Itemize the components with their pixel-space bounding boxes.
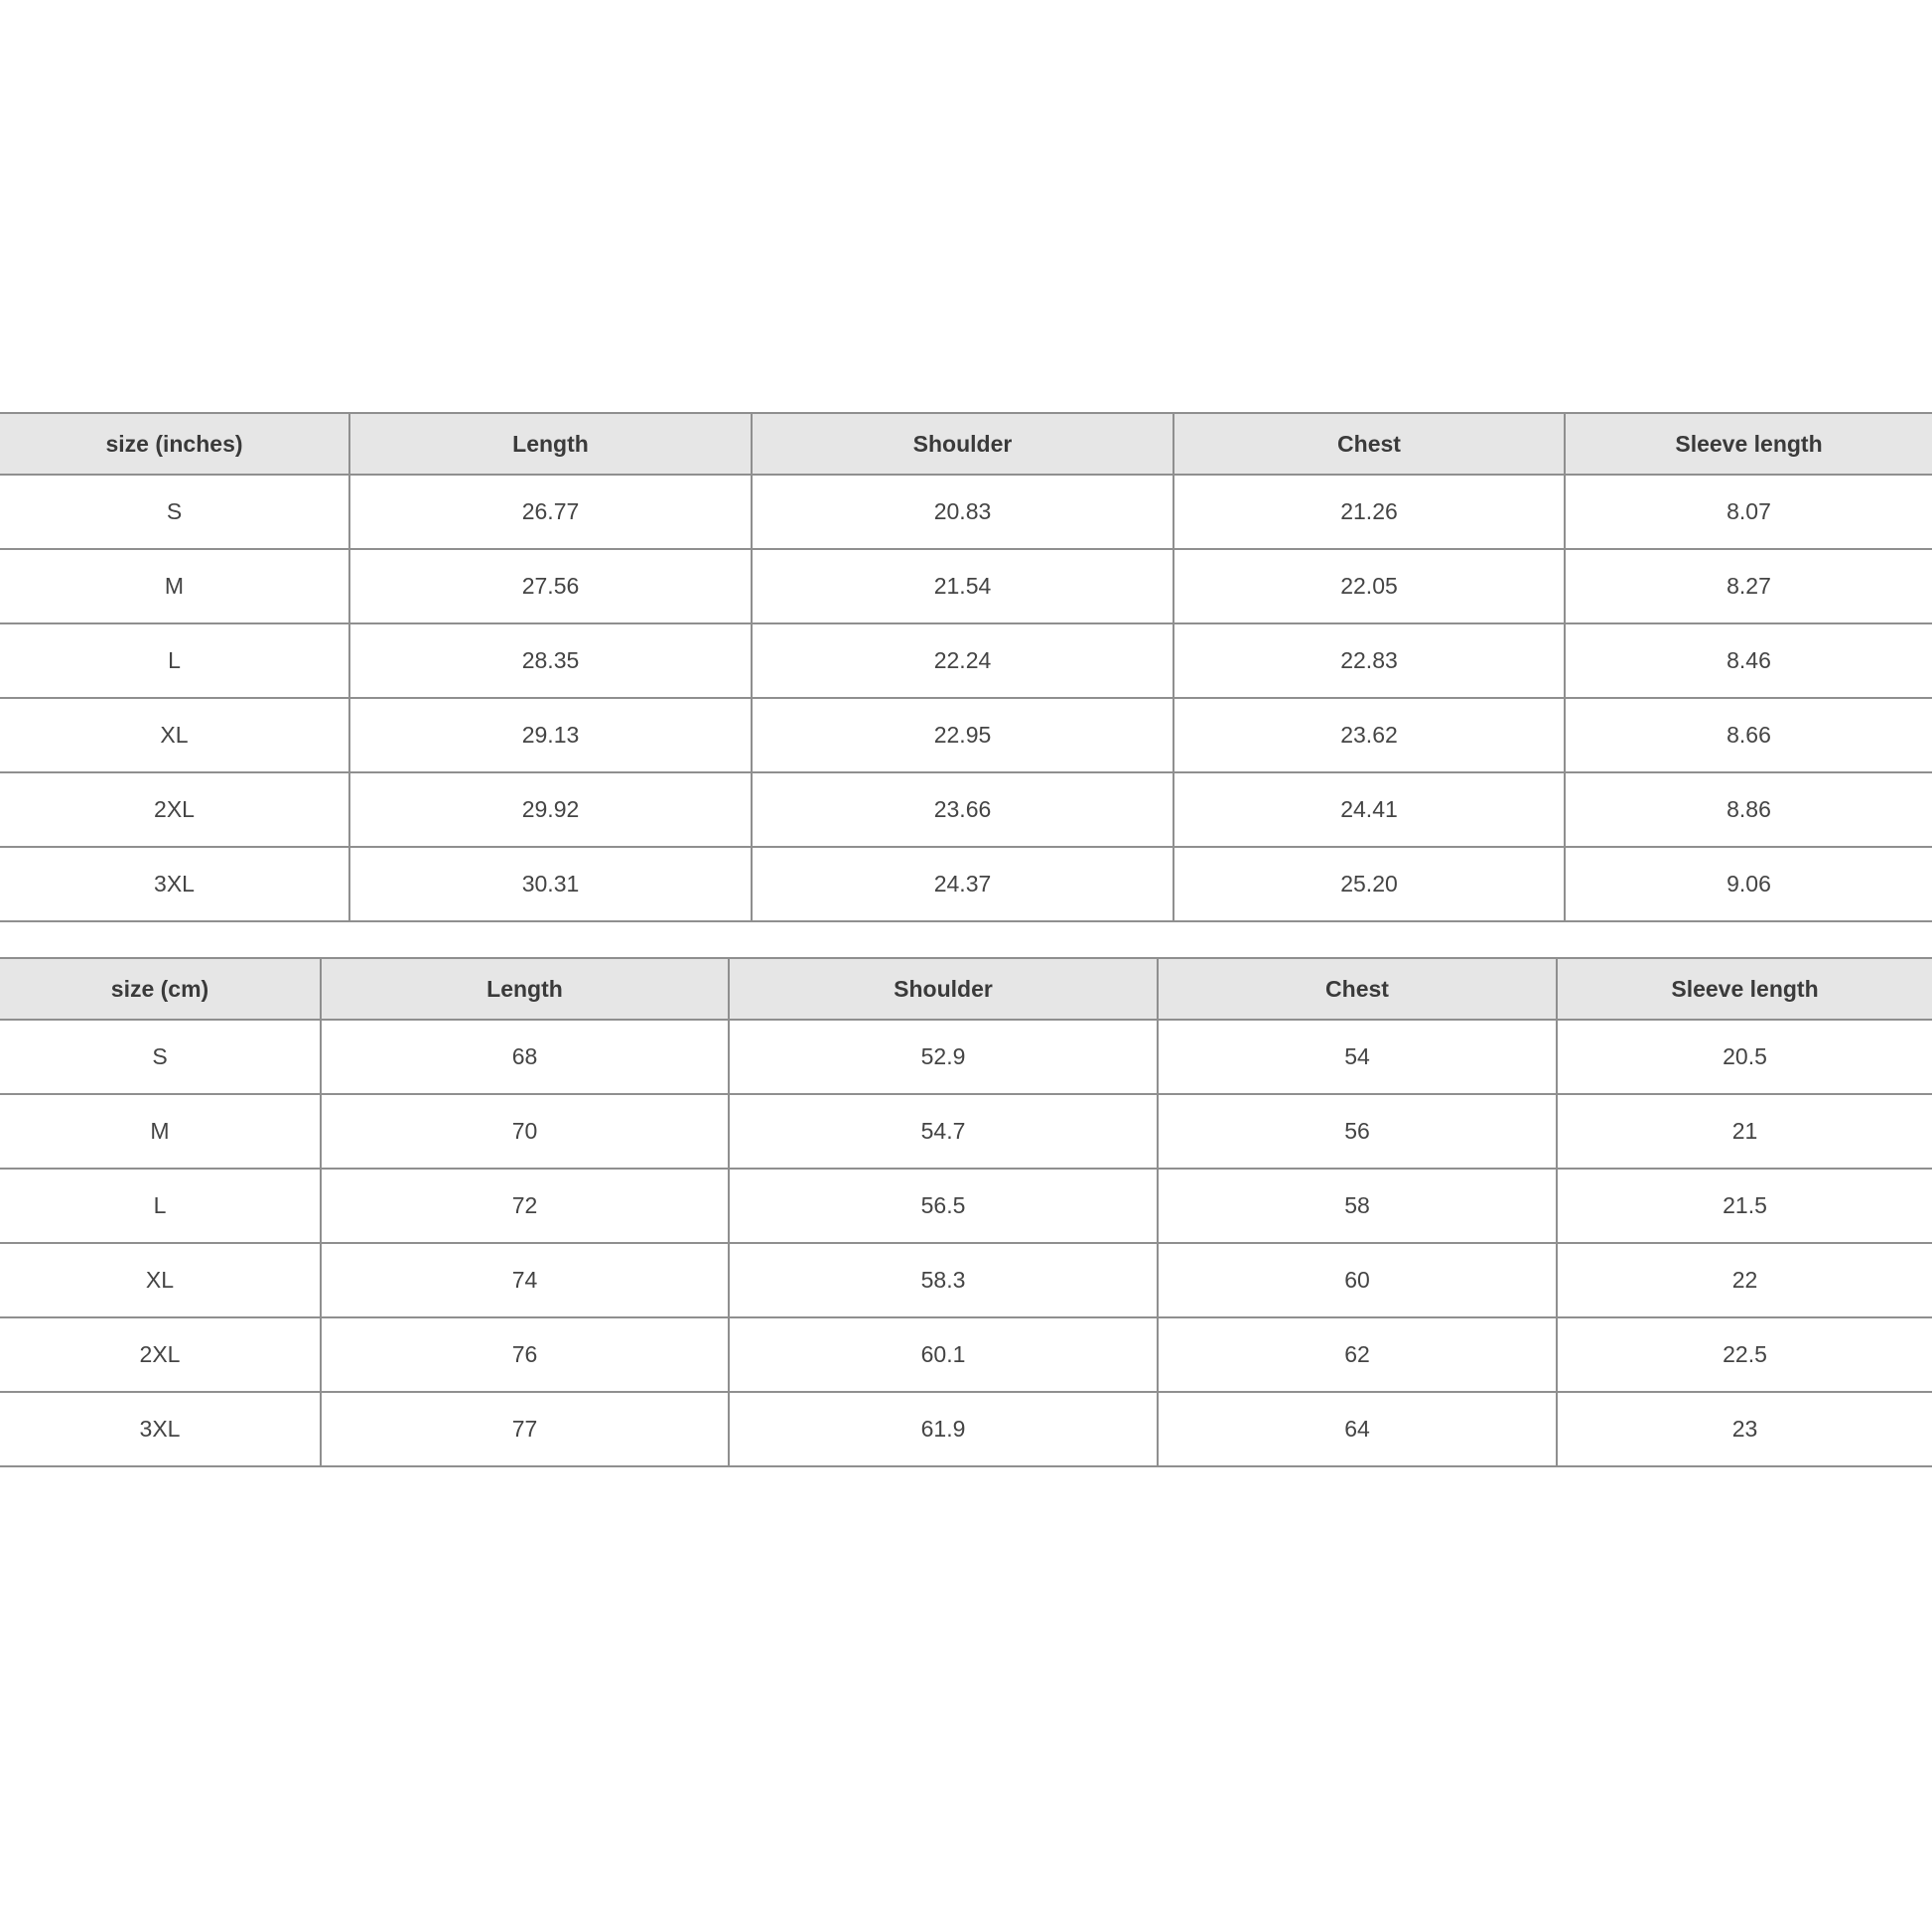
- cell-sleeve-length: 8.07: [1565, 475, 1932, 549]
- cell-shoulder: 52.9: [729, 1020, 1158, 1094]
- cell-size: 2XL: [0, 772, 349, 847]
- cell-length: 77: [321, 1392, 729, 1466]
- cell-size: 3XL: [0, 1392, 321, 1466]
- cell-sleeve-length: 8.86: [1565, 772, 1932, 847]
- cell-chest: 64: [1158, 1392, 1557, 1466]
- table-row: [0, 1169, 1932, 1243]
- header-length: Length: [349, 413, 752, 475]
- cell-sleeve-length: 22.5: [1557, 1317, 1932, 1392]
- table-row: [0, 1094, 1932, 1169]
- cell-shoulder: 61.9: [729, 1392, 1158, 1466]
- cell-shoulder: 54.7: [729, 1094, 1158, 1169]
- cell-length: 29.13: [349, 698, 752, 772]
- cell-shoulder: 56.5: [729, 1169, 1158, 1243]
- header-sleeve-length: Sleeve length: [1557, 958, 1932, 1020]
- cell-sleeve-length: 8.46: [1565, 623, 1932, 698]
- cell-size: L: [0, 623, 349, 698]
- cell-chest: 56: [1158, 1094, 1557, 1169]
- cell-size: M: [0, 549, 349, 623]
- table-row: [0, 698, 1932, 772]
- cell-sleeve-length: 21.5: [1557, 1169, 1932, 1243]
- cell-shoulder: 22.24: [752, 623, 1173, 698]
- cell-size: M: [0, 1094, 321, 1169]
- cell-sleeve-length: 20.5: [1557, 1020, 1932, 1094]
- cell-chest: 22.83: [1173, 623, 1565, 698]
- cell-chest: 25.20: [1173, 847, 1565, 921]
- cell-chest: 62: [1158, 1317, 1557, 1392]
- cell-length: 26.77: [349, 475, 752, 549]
- cell-sleeve-length: 9.06: [1565, 847, 1932, 921]
- cell-sleeve-length: 8.66: [1565, 698, 1932, 772]
- cell-chest: 23.62: [1173, 698, 1565, 772]
- table-row: [0, 1317, 1932, 1392]
- cell-size: XL: [0, 698, 349, 772]
- cell-sleeve-length: 23: [1557, 1392, 1932, 1466]
- table-row: [0, 847, 1932, 921]
- cell-chest: 60: [1158, 1243, 1557, 1317]
- cell-length: 70: [321, 1094, 729, 1169]
- cell-shoulder: 22.95: [752, 698, 1173, 772]
- cell-shoulder: 20.83: [752, 475, 1173, 549]
- cell-length: 30.31: [349, 847, 752, 921]
- header-size: size (cm): [0, 958, 321, 1020]
- table-row: [0, 475, 1932, 549]
- cell-shoulder: 21.54: [752, 549, 1173, 623]
- table-row: [0, 1243, 1932, 1317]
- cell-chest: 21.26: [1173, 475, 1565, 549]
- cell-size: XL: [0, 1243, 321, 1317]
- cell-length: 29.92: [349, 772, 752, 847]
- cell-sleeve-length: 21: [1557, 1094, 1932, 1169]
- cell-length: 74: [321, 1243, 729, 1317]
- cell-chest: 24.41: [1173, 772, 1565, 847]
- table-row: [0, 623, 1932, 698]
- cell-length: 68: [321, 1020, 729, 1094]
- table-row: [0, 772, 1932, 847]
- header-shoulder: Shoulder: [729, 958, 1158, 1020]
- header-chest: Chest: [1173, 413, 1565, 475]
- cell-length: 28.35: [349, 623, 752, 698]
- size-table-cm: [0, 957, 1932, 1467]
- size-table-inches: [0, 412, 1932, 922]
- cell-chest: 58: [1158, 1169, 1557, 1243]
- cell-size: S: [0, 1020, 321, 1094]
- cell-chest: 54: [1158, 1020, 1557, 1094]
- cell-shoulder: 23.66: [752, 772, 1173, 847]
- table-row: [0, 1392, 1932, 1466]
- cell-sleeve-length: 22: [1557, 1243, 1932, 1317]
- cell-shoulder: 24.37: [752, 847, 1173, 921]
- cell-sleeve-length: 8.27: [1565, 549, 1932, 623]
- table-row: [0, 549, 1932, 623]
- header-sleeve-length: Sleeve length: [1565, 413, 1932, 475]
- cell-size: S: [0, 475, 349, 549]
- header-shoulder: Shoulder: [752, 413, 1173, 475]
- cell-length: 76: [321, 1317, 729, 1392]
- header-length: Length: [321, 958, 729, 1020]
- cell-length: 27.56: [349, 549, 752, 623]
- cell-size: L: [0, 1169, 321, 1243]
- table-header-row: [0, 413, 1932, 475]
- cell-shoulder: 58.3: [729, 1243, 1158, 1317]
- cell-size: 3XL: [0, 847, 349, 921]
- cell-size: 2XL: [0, 1317, 321, 1392]
- header-chest: Chest: [1158, 958, 1557, 1020]
- table-row: [0, 1020, 1932, 1094]
- cell-shoulder: 60.1: [729, 1317, 1158, 1392]
- cell-chest: 22.05: [1173, 549, 1565, 623]
- table-header-row: [0, 958, 1932, 1020]
- header-size: size (inches): [0, 413, 349, 475]
- cell-length: 72: [321, 1169, 729, 1243]
